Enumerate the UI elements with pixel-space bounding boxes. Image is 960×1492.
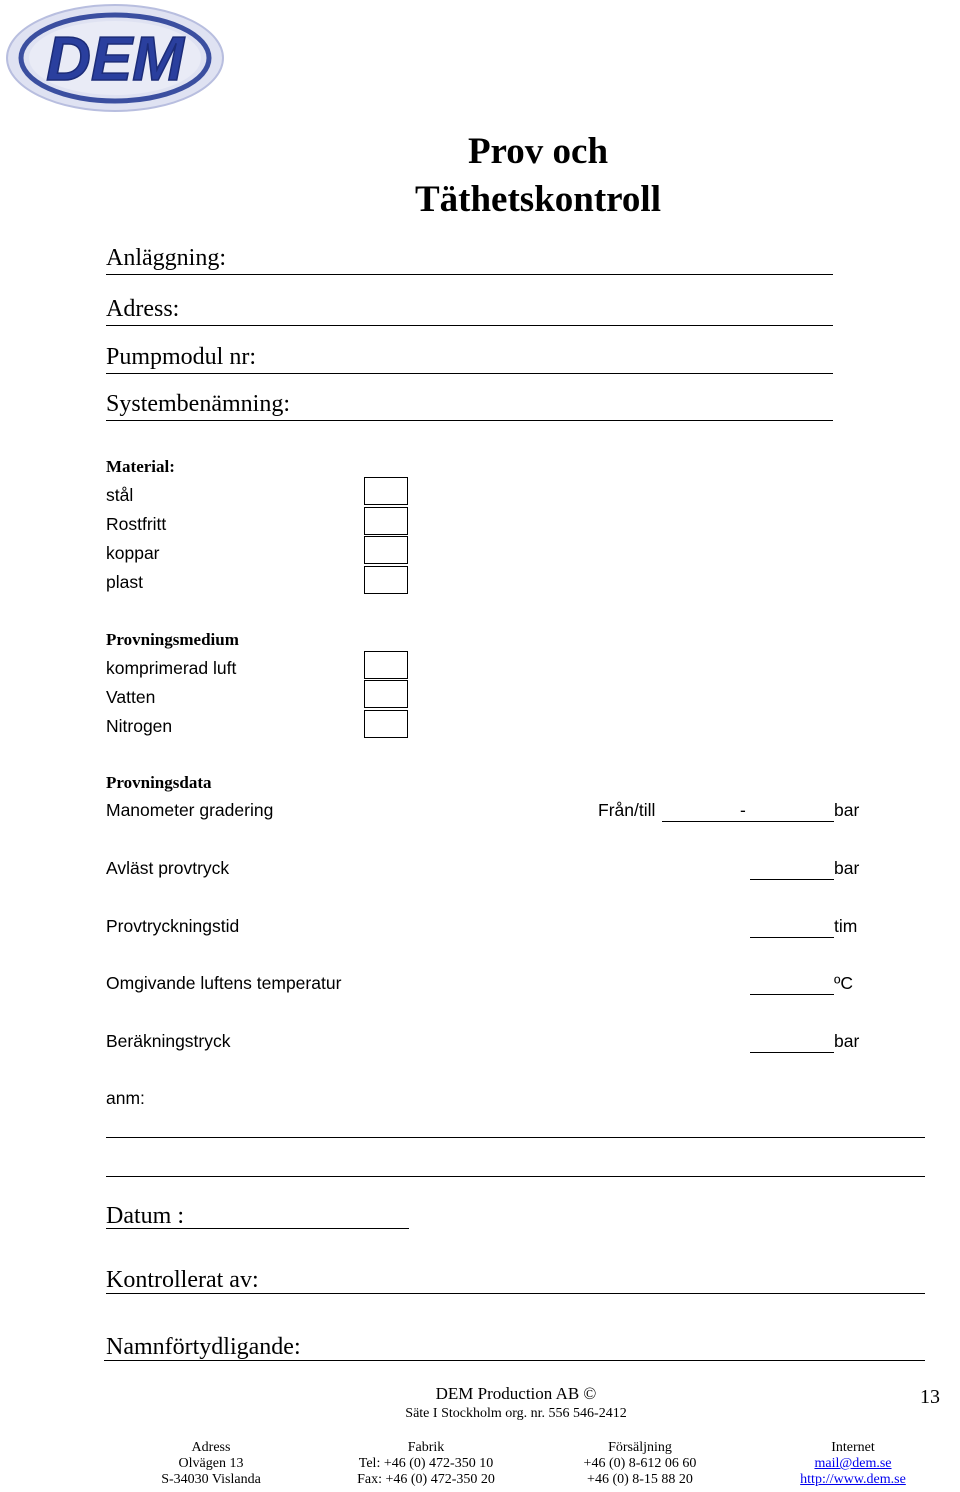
footer-adress-head: Adress xyxy=(191,1440,231,1455)
page-title-line-2: Täthetskontroll xyxy=(414,179,661,220)
adress-line[interactable] xyxy=(106,325,833,326)
datum-line[interactable] xyxy=(106,1228,409,1229)
datum-label: Datum : xyxy=(106,1203,184,1229)
checkbox-vatten[interactable] xyxy=(364,680,408,708)
tid-line[interactable] xyxy=(750,937,834,938)
temp-label: Omgivande luftens temperatur xyxy=(106,973,342,993)
anlaggning-line[interactable] xyxy=(106,274,833,275)
medium-item-luft: komprimerad luft xyxy=(106,658,237,678)
material-item-plast: plast xyxy=(106,572,143,592)
namn-line[interactable] xyxy=(104,1360,925,1361)
checkbox-rostfritt[interactable] xyxy=(364,507,408,535)
berakning-label: Beräkningstryck xyxy=(106,1031,231,1051)
footer-col-adress xyxy=(111,1440,311,1488)
footer-adress-line1: Olvägen 13 xyxy=(178,1456,244,1471)
material-item-koppar: koppar xyxy=(106,543,160,563)
avlast-unit: bar xyxy=(834,858,860,878)
anm-label: anm: xyxy=(106,1088,145,1108)
checkbox-stal[interactable] xyxy=(364,477,408,505)
tid-label: Provtryckningstid xyxy=(106,916,240,936)
anm-line-1[interactable] xyxy=(106,1137,925,1138)
footer-internet-head: Internet xyxy=(831,1440,875,1455)
footer-forsaljning-head: Försäljning xyxy=(608,1440,672,1455)
checkbox-nitrogen[interactable] xyxy=(364,710,408,738)
fran-till-label: Från/till xyxy=(598,800,656,820)
footer-forsaljning-line2: +46 (0) 8-15 88 20 xyxy=(587,1472,693,1487)
medium-heading: Provningsmedium xyxy=(106,630,239,649)
dem-logo xyxy=(4,2,226,114)
namn-label: Namnförtydligande: xyxy=(106,1334,301,1360)
anlaggning-label: Anläggning: xyxy=(106,245,226,271)
footer-fabrik-line1: Tel: +46 (0) 472-350 10 xyxy=(358,1456,494,1471)
adress-label: Adress: xyxy=(106,296,180,322)
footer-col-forsaljning xyxy=(540,1440,740,1488)
footer-forsaljning-line1: +46 (0) 8-612 06 60 xyxy=(583,1456,697,1471)
page-title-line-1: Prov och xyxy=(467,131,609,172)
pumpmodul-line[interactable] xyxy=(106,373,833,374)
systembenamning-label: Systembenämning: xyxy=(106,391,290,417)
svg-text:DEM: DEM xyxy=(46,25,184,94)
manometer-label: Manometer gradering xyxy=(106,800,274,820)
avlast-label: Avläst provtryck xyxy=(106,858,230,878)
material-heading: Material: xyxy=(106,457,175,476)
systembenamning-line[interactable] xyxy=(106,420,833,421)
data-heading: Provningsdata xyxy=(106,773,212,792)
range-dash: - xyxy=(740,800,746,820)
tid-unit: tim xyxy=(834,916,858,936)
medium-item-nitrogen: Nitrogen xyxy=(106,716,173,736)
material-item-rostfritt: Rostfritt xyxy=(106,514,167,534)
medium-item-vatten: Vatten xyxy=(106,687,156,707)
checkbox-luft[interactable] xyxy=(364,651,408,679)
footer-adress-line2: S-34030 Vislanda xyxy=(161,1472,261,1487)
footer-seat: Säte I Stockholm org. nr. 556 546-2412 xyxy=(405,1406,627,1421)
temp-unit: ºC xyxy=(834,973,854,993)
footer-company: DEM Production AB © xyxy=(435,1384,597,1403)
avlast-line[interactable] xyxy=(750,879,834,880)
footer-fabrik-head: Fabrik xyxy=(407,1440,445,1455)
kontrollerat-label: Kontrollerat av: xyxy=(106,1267,259,1293)
footer-col-fabrik xyxy=(326,1440,526,1488)
material-item-stal: stål xyxy=(106,485,134,505)
berakning-unit: bar xyxy=(834,1031,860,1051)
berakning-line[interactable] xyxy=(750,1052,834,1053)
manometer-unit: bar xyxy=(834,800,860,820)
temp-line[interactable] xyxy=(750,994,834,995)
checkbox-plast[interactable] xyxy=(364,566,408,594)
footer-fabrik-line2: Fax: +46 (0) 472-350 20 xyxy=(357,1472,495,1487)
footer-col-internet xyxy=(770,1440,936,1488)
manometer-range-line[interactable] xyxy=(662,821,834,822)
page-number: 13 xyxy=(920,1386,940,1408)
checkbox-koppar[interactable] xyxy=(364,536,408,564)
footer-email-link[interactable]: mail@dem.se xyxy=(814,1456,892,1471)
anm-line-2[interactable] xyxy=(106,1176,925,1177)
footer-web-link[interactable]: http://www.dem.se xyxy=(800,1472,906,1487)
kontrollerat-line[interactable] xyxy=(106,1293,925,1294)
pumpmodul-label: Pumpmodul nr: xyxy=(106,344,257,370)
